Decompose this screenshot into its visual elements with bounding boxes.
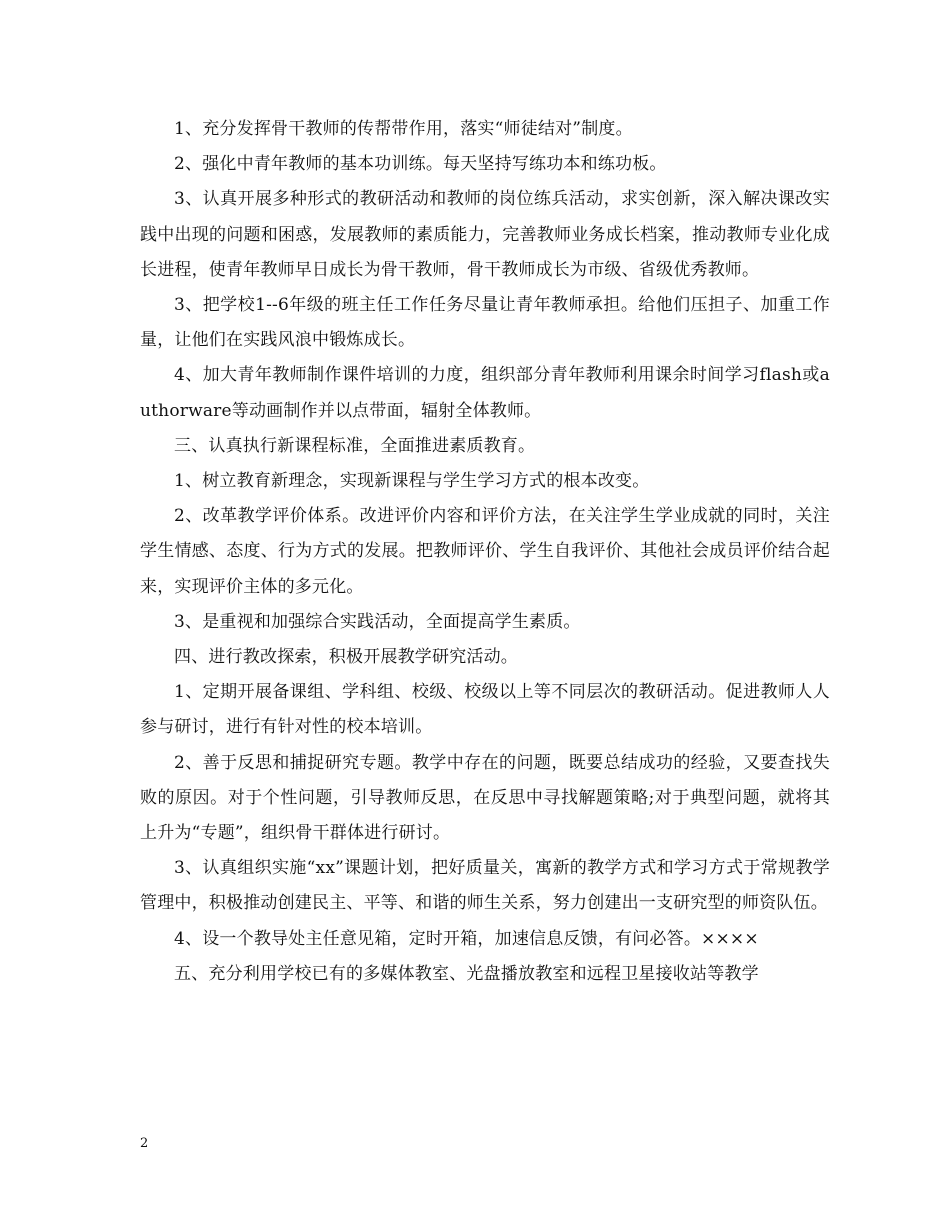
document-body — [140, 112, 830, 992]
paragraph-12: 2、善于反思和捕捉研究专题。教学中存在的问题，既要总结成功的经验，又要查找失败的原因。对于个性问题，引导教师反思，在反思中寻找解题策略;对于典型问题，就将其上升为“专题”，组织骨干群体进行研讨。 — [140, 752, 830, 844]
section-heading-4: 四、进行教改探索，积极开展教学研究活动。 — [174, 647, 518, 668]
paragraph-5: 4、加大青年教师制作课件培训的力度，组织部分青年教师利用课余时间学习flash或authorware等动画制作并以点带面，辐射全体教师。 — [140, 365, 830, 421]
paragraph-9: 3、是重视和加强综合实践活动，全面提高学生素质。 — [174, 611, 581, 632]
paragraph-3: 3、认真开展多种形式的教研活动和教师的岗位练兵活动，求实创新，深入解决课改实践中出现的问题和困惑，发展教师的素质能力，完善教师业务成长档案，推动教师专业化成长进程，使青年教师早日成长为骨干教师，骨干教师成长为市级、省级优秀教师。 — [140, 189, 830, 280]
paragraph-2: 2、强化中青年教师的基本功训练。每天坚持写练功本和练功板。 — [174, 154, 667, 175]
section-heading-5: 五、充分利用学校已有的多媒体教室、光盘播放教室和远程卫星接收站等教学 — [174, 963, 759, 984]
paragraph-11: 1、定期开展备课组、学科组、校级、校级以上等不同层次的教研活动。促进教师人人参与研讨，进行有针对性的校本培训。 — [140, 682, 830, 738]
paragraph-13: 3、认真组织实施“xx”课题计划，把好质量关，寓新的教学方式和学习方式于常规教学管理中，积极推动创建民主、平等、和谐的师生关系，努力创建出一支研究型的师资队伍。 — [140, 858, 830, 914]
paragraph-14: 4、设一个教导处主任意见箱，定时开箱，加速信息反馈，有问必答。×××× — [174, 928, 759, 949]
section-heading-3: 三、认真执行新课程标准，全面推进素质教育。 — [174, 435, 536, 456]
paragraph-7: 1、树立教育新理念，实现新课程与学生学习方式的根本改变。 — [174, 471, 650, 492]
paragraph-4: 3、把学校1--6年级的班主任工作任务尽量让青年教师承担。给他们压担子、加重工作量，让他们在实践风浪中锻炼成长。 — [140, 295, 830, 351]
paragraph-8: 2、改革教学评价体系。改进评价内容和评价方法，在关注学生学业成就的同时，关注学生情感、态度、行为方式的发展。把教师评价、学生自我评价、其他社会成员评价结合起来，实现评价主体的多元化。 — [140, 506, 830, 597]
paragraph-1: 1、充分发挥骨干教师的传帮带作用，落实“师徒结对”制度。 — [174, 119, 633, 139]
page-number: 2 — [140, 1136, 149, 1151]
